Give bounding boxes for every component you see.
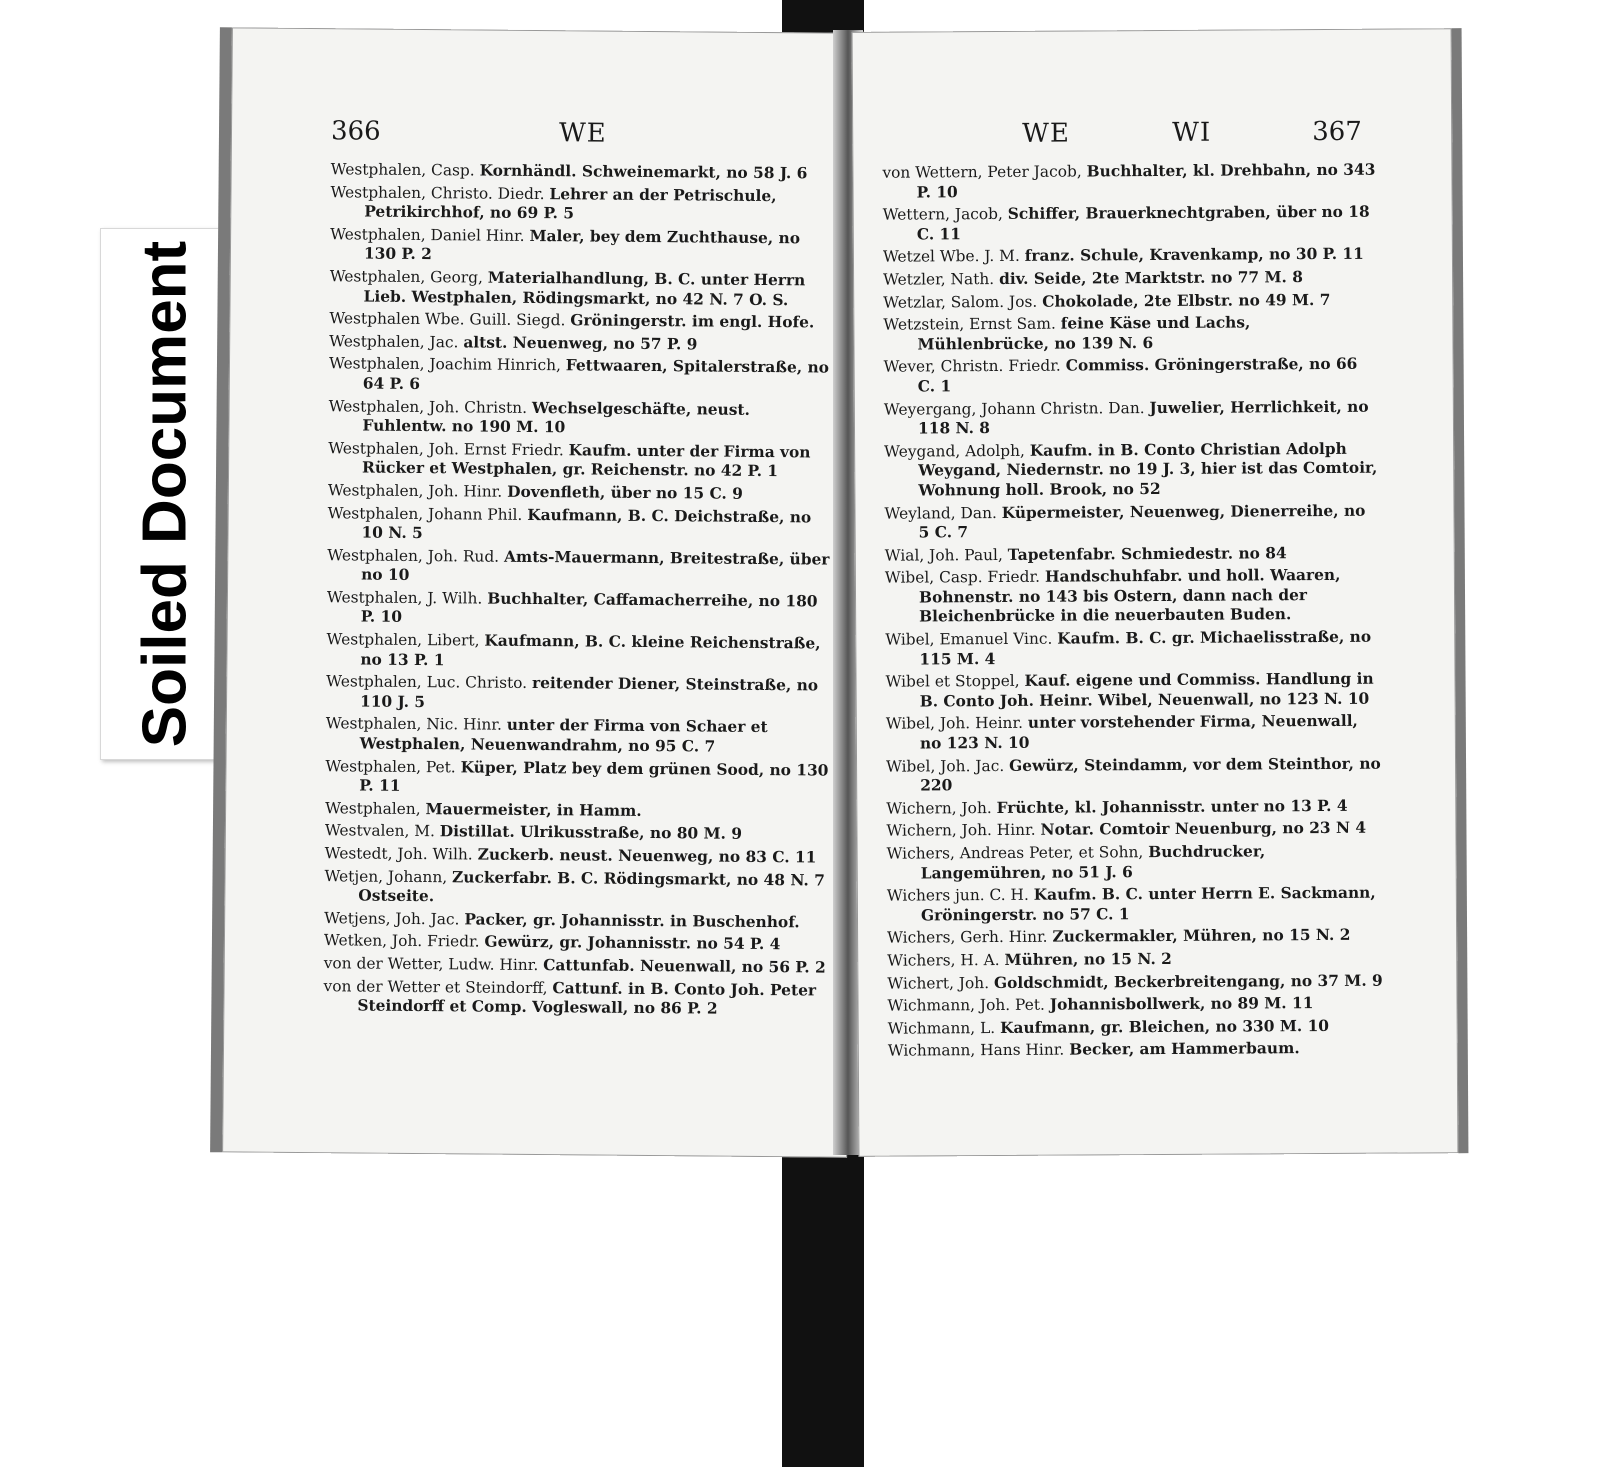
entry-name: von der Wetter et Steindorff, xyxy=(323,976,548,997)
directory-entry xyxy=(886,796,1382,819)
entry-details: Kauf. eigene und Commiss. Handlung in B. Conto Joh. Heinr. Wibel, Neuenwall, no 123 N. 10 xyxy=(919,669,1374,711)
directory-entry xyxy=(888,1039,1384,1062)
entry-name: Wichmann, L. xyxy=(887,1018,996,1038)
directory-entry xyxy=(327,546,830,590)
entry-details: unter vorstehender Firma, Neuenwall, no 123 N. 10 xyxy=(919,712,1358,753)
entry-name: Wichern, Joh. Hinr. xyxy=(886,821,1036,841)
header-word: WE xyxy=(558,118,607,149)
entry-name: Westvalen, M. xyxy=(324,821,436,841)
soiled-document-text: Soiled Document xyxy=(130,240,200,748)
entry-details: Kaufmann, gr. Bleichen, no 330 M. 10 xyxy=(1000,1016,1330,1037)
entry-details: Buchhalter, Caffamacherreihe, no 180 P. 10 xyxy=(360,589,818,627)
directory-entry xyxy=(885,628,1381,670)
entry-details: Gewürz, Steindamm, vor dem Steinthor, no 220 xyxy=(920,754,1381,795)
entry-details: Dovenfleth, über no 15 C. 9 xyxy=(507,482,743,503)
entry-name: Westphalen, Nic. Hinr. xyxy=(325,714,502,735)
entry-name: Wichers, Andreas Peter, et Sohn, xyxy=(886,843,1144,863)
entry-name: Wetken, Joh. Friedr. xyxy=(323,931,480,951)
directory-entry xyxy=(884,501,1380,543)
directory-entry xyxy=(885,670,1381,712)
entry-details: Gewürz, gr. Johannisstr. no 54 P. 4 xyxy=(484,932,781,954)
directory-entry xyxy=(888,1016,1384,1039)
entry-name: Westphalen, Luc. Christo. xyxy=(326,672,528,693)
directory-entry xyxy=(331,160,834,184)
entry-name: Westphalen, xyxy=(325,799,421,818)
directory-entry xyxy=(328,481,831,505)
directory-entry xyxy=(326,630,829,674)
entry-details: Cattunf. in B. Conto Joh. Peter Steindorff et Comp. Vogleswall, no 86 P. 2 xyxy=(357,978,817,1018)
entry-details: Chokolade, 2te Elbstr. no 49 M. 7 xyxy=(1042,290,1331,311)
entry-details: Kornhändl. Schweinemarkt, no 58 J. 6 xyxy=(479,161,808,183)
directory-entry xyxy=(882,161,1378,203)
directory-entry xyxy=(883,268,1379,291)
entry-details: Goldschmidt, Beckerbreitengang, no 37 M. 9 xyxy=(993,971,1383,992)
entry-name: Wichmann, Joh. Pet. xyxy=(887,995,1045,1015)
entry-details: Zuckerfabr. B. C. Rödingsmarkt, no 48 N. 7 Ostseite. xyxy=(358,867,825,906)
entry-name: Westphalen, Casp. xyxy=(330,160,475,180)
entry-name: Wichmann, Hans Hinr. xyxy=(887,1040,1065,1061)
entry-name: Wibel, Joh. Heinr. xyxy=(885,714,1024,734)
left-page xyxy=(210,27,857,1158)
entry-name: Westphalen, J. Wilh. xyxy=(326,588,483,608)
entry-name: Westphalen, Christo. Diedr. xyxy=(330,182,545,203)
left-entries xyxy=(323,160,833,1023)
directory-entry xyxy=(329,309,832,333)
entry-name: Weyergang, Johann Christn. Dan. xyxy=(883,398,1145,419)
entry-details: Notar. Comtoir Neuenburg, no 23 N 4 xyxy=(1040,819,1367,840)
directory-entry xyxy=(324,954,827,978)
directory-entry xyxy=(329,332,832,356)
directory-entry xyxy=(884,355,1380,397)
directory-entry xyxy=(324,909,827,933)
directory-entry xyxy=(325,757,828,801)
entry-name: Wetzel Wbe. J. M. xyxy=(882,247,1020,267)
directory-entry xyxy=(887,949,1383,972)
entry-details: Cattunfab. Neuenwall, no 56 P. 2 xyxy=(543,956,826,977)
directory-entry xyxy=(325,822,828,846)
entry-name: Westphalen, Jac. xyxy=(329,331,459,352)
directory-entry xyxy=(327,588,830,632)
entry-details: Lehrer an der Petrischule, Petrikirchhof, no 69 P. 5 xyxy=(364,184,777,223)
directory-entry xyxy=(886,754,1382,796)
directory-entry xyxy=(325,799,828,823)
entry-name: Wibel, Casp. Friedr. xyxy=(884,568,1041,587)
entry-details: Kaufm. B. C. unter Herrn E. Sackmann, Gröningerstr. no 57 C. 1 xyxy=(920,883,1376,925)
entry-name: Westphalen, Pet. xyxy=(325,756,456,776)
entry-details: Juwelier, Herrlichkeit, no 118 N. 8 xyxy=(917,397,1369,438)
entry-name: Wetjens, Joh. Jac. xyxy=(324,908,460,929)
entry-details: Tapetenfabr. Schmiedestr. no 84 xyxy=(1007,543,1287,564)
entry-details: Fettwaaren, Spitalerstraße, no 64 P. 6 xyxy=(362,356,830,393)
entry-details: Früchte, kl. Johannisstr. unter no 13 P. 4 xyxy=(996,796,1348,817)
entry-name: Westphalen Wbe. Guill. Siegd. xyxy=(329,309,566,330)
entry-name: Wever, Christn. Friedr. xyxy=(883,356,1061,377)
entry-details: Mühren, no 15 N. 2 xyxy=(1004,949,1172,969)
directory-entry xyxy=(885,566,1381,628)
entry-details: Packer, gr. Johannisstr. in Buschenhof. xyxy=(464,910,800,932)
directory-entry xyxy=(324,932,827,956)
entry-name: Wial, Joh. Paul, xyxy=(884,545,1003,565)
entry-details: altst. Neuenweg, no 57 P. 9 xyxy=(463,333,698,354)
directory-entry xyxy=(887,842,1383,884)
entry-details: Buchdrucker, Langemühren, no 51 J. 6 xyxy=(920,842,1266,883)
entry-name: Westphalen, Joachim Hinrich, xyxy=(328,354,561,375)
directory-entry xyxy=(330,225,833,269)
directory-entry xyxy=(883,313,1379,355)
directory-entry xyxy=(883,290,1379,313)
right-entries xyxy=(882,161,1383,1065)
directory-entry xyxy=(325,844,828,868)
entry-details: div. Seide, 2te Marktstr. no 77 M. 8 xyxy=(999,268,1303,288)
left-page-header xyxy=(231,115,856,160)
directory-entry xyxy=(328,439,831,483)
entry-details: Buchhalter, kl. Drehbahn, no 343 P. 10 xyxy=(916,160,1376,202)
entry-name: Wetzstein, Ernst Sam. xyxy=(883,314,1056,334)
entry-name: Wichers, Gerh. Hinr. xyxy=(887,928,1048,948)
entry-details: feine Käse und Lachs, Mühlenbrücke, no 139 N. 6 xyxy=(917,313,1251,354)
directory-entry xyxy=(884,439,1380,501)
directory-entry xyxy=(326,672,829,716)
directory-entry xyxy=(328,397,831,441)
entry-details: Kaufm. unter der Firma von Rücker et Westphalen, gr. Reichenstr. no 42 P. 1 xyxy=(362,441,811,481)
entry-details: Distillat. Ulrikusstraße, no 80 M. 9 xyxy=(439,822,743,844)
entry-name: Westphalen, Joh. Rud. xyxy=(327,545,500,566)
entry-name: Westphalen, Johann Phil. xyxy=(327,503,523,524)
directory-entry xyxy=(883,203,1379,245)
page-number: 367 xyxy=(1312,116,1362,148)
directory-entry xyxy=(886,712,1382,754)
entry-details: Schiffer, Brauerknechtgraben, über no 18 C. 11 xyxy=(916,202,1370,244)
entry-details: Becker, am Hammerbaum. xyxy=(1069,1039,1300,1059)
entry-name: von der Wetter, Ludw. Hinr. xyxy=(323,954,539,975)
entry-details: franz. Schule, Kravenkamp, no 30 P. 11 xyxy=(1024,245,1364,266)
entry-details: Küper, Platz bey dem grünen Sood, no 130 P. 11 xyxy=(359,757,829,796)
entry-name: Wibel, Joh. Jac. xyxy=(886,756,1005,776)
directory-entry xyxy=(324,867,827,911)
directory-entry xyxy=(326,715,829,759)
entry-details: Zuckermakler, Mühren, no 15 N. 2 xyxy=(1052,926,1351,947)
entry-details: Materialhandlung, B. C. unter Herrn Lieb. Westphalen, Rödingsmarkt, no 42 N. 7 O. S. xyxy=(363,268,806,309)
entry-name: Wichers, H. A. xyxy=(887,950,1000,970)
entry-name: Westedt, Joh. Wilh. xyxy=(324,844,473,864)
entry-name: Wichert, Joh. xyxy=(887,973,990,993)
directory-entry xyxy=(883,245,1379,268)
entry-details: Mauermeister, in Hamm. xyxy=(425,799,642,820)
entry-name: Westphalen, Joh. Christn. xyxy=(328,396,528,417)
directory-entry xyxy=(884,397,1380,439)
entry-name: Westphalen, Libert, xyxy=(326,630,480,650)
entry-details: Johannisbollwerk, no 89 M. 11 xyxy=(1049,994,1314,1014)
soiled-document-label xyxy=(100,228,230,760)
directory-entry xyxy=(886,819,1382,842)
entry-name: Wichers jun. C. H. xyxy=(886,885,1029,905)
entry-details: Handschuhfabr. und holl. Waaren, Bohnenstr. no 143 bis Ostern, dann nach der Bleichenbrücke in die neuerbauten Buden. xyxy=(918,566,1341,626)
entry-name: Weyland, Dan. xyxy=(884,503,997,523)
entry-details: Kaufmann, B. C. kleine Reichenstraße, no 13 P. 1 xyxy=(360,631,821,669)
directory-entry xyxy=(887,926,1383,949)
page-number: 366 xyxy=(330,116,381,147)
entry-details: Zuckerb. neust. Neuenweg, no 83 C. 11 xyxy=(477,845,817,867)
directory-entry xyxy=(887,994,1383,1017)
entry-name: Westphalen, Daniel Hinr. xyxy=(330,224,525,245)
entry-details: Maler, bey dem Zuchthause, no 130 P. 2 xyxy=(363,226,801,264)
header-word-left: WE xyxy=(1022,118,1070,149)
right-page xyxy=(852,28,1469,1157)
entry-name: Wichern, Joh. xyxy=(886,798,992,818)
entry-name: Westphalen, Georg, xyxy=(329,267,484,287)
directory-entry xyxy=(327,504,830,548)
entry-details: Amts-Mauermann, Breitestraße, über no 10 xyxy=(361,547,830,585)
entry-name: Westphalen, Joh. Hinr. xyxy=(327,481,503,501)
entry-details: Wechselgeschäfte, neust. Fuhlentw. no 190 M. 10 xyxy=(362,398,750,437)
directory-entry xyxy=(887,971,1383,994)
entry-name: Wibel et Stoppel, xyxy=(885,672,1020,691)
directory-entry xyxy=(330,183,833,227)
entry-details: Kaufm. in B. Conto Christian Adolph Weygand, Niedernstr. no 19 J. 3, hier ist das Comtoir, Wohnung holl. Brook, no 52 xyxy=(918,439,1378,500)
entry-details: Gröningerstr. im engl. Hofe. xyxy=(570,311,815,332)
entry-name: Wetzler, Nath. xyxy=(883,269,995,289)
black-strip-bottom xyxy=(782,1140,864,1467)
entry-details: Kaufm. B. C. gr. Michaelisstraße, no 115 M. 4 xyxy=(919,627,1372,669)
header-word-right: WI xyxy=(1172,117,1212,148)
entry-details: Commiss. Gröningerstraße, no 66 C. 1 xyxy=(917,355,1358,396)
entry-details: unter der Firma von Schaer et Westphalen, Neuenwandrahm, no 95 C. 7 xyxy=(359,716,768,756)
entry-details: Kaufmann, B. C. Deichstraße, no 10 N. 5 xyxy=(361,505,812,543)
entry-name: Wibel, Emanuel Vinc. xyxy=(885,629,1053,649)
open-book xyxy=(215,30,1470,1155)
entry-name: Weygand, Adolph, xyxy=(884,441,1025,461)
entry-name: Westphalen, Joh. Ernst Friedr. xyxy=(328,438,564,459)
entry-name: Wetjen, Johann, xyxy=(324,866,448,886)
directory-entry xyxy=(329,267,832,311)
entry-details: reitender Diener, Steinstraße, no 110 J. 5 xyxy=(359,674,819,711)
entry-details: Küpermeister, Neuenweg, Dienerreihe, no 5 C. 7 xyxy=(918,501,1366,542)
directory-entry xyxy=(329,355,832,399)
entry-name: von Wettern, Peter Jacob, xyxy=(882,162,1082,182)
directory-entry xyxy=(323,977,826,1021)
entry-name: Wettern, Jacob, xyxy=(882,205,1003,224)
directory-entry xyxy=(887,884,1383,926)
right-page-header xyxy=(852,116,1452,160)
directory-entry xyxy=(885,543,1381,566)
entry-name: Wetzlar, Salom. Jos. xyxy=(883,292,1038,312)
